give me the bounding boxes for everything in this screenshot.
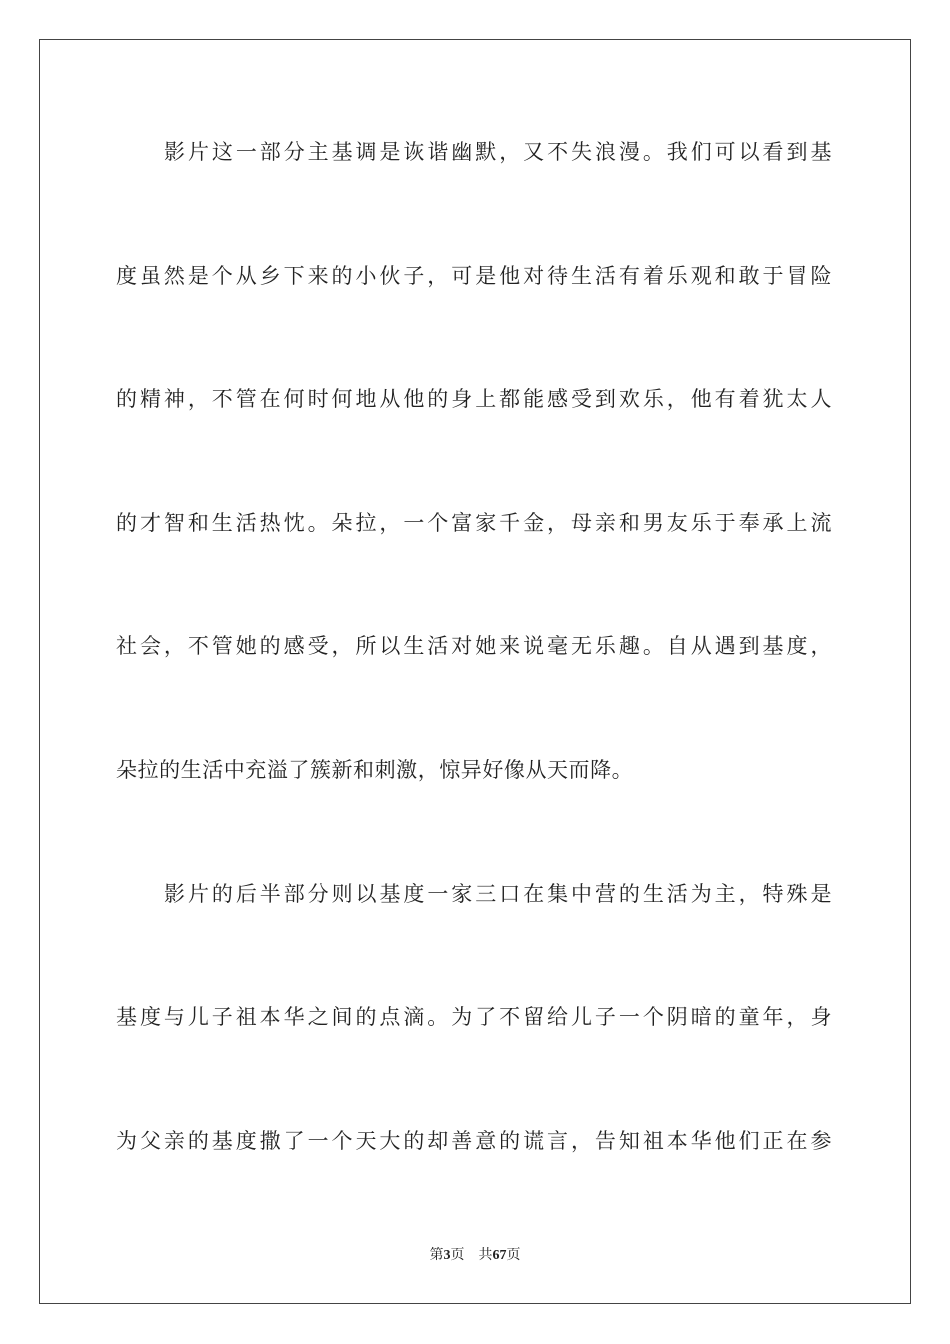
total-suffix: 页 [506,1248,521,1263]
total-prefix: 共 [478,1248,493,1263]
paragraph-2-line-3: 为父亲的基度撒了一个天大的却善意的谎言，告知祖本华他们正在参 [116,1129,832,1153]
page-footer [0,1246,950,1266]
paragraph-1-line-6: 朵拉的生活中充溢了簇新和刺激，惊异好像从天而降。 [116,758,634,782]
page-suffix: 页 [450,1248,465,1263]
total-pages: 67 [492,1248,507,1263]
paragraph-1-line-5: 社会，不管她的感受，所以生活对她来说毫无乐趣。自从遇到基度， [116,634,832,658]
paragraph-2-line-1: 影片的后半部分则以基度一家三口在集中营的生活为主，特殊是 [164,882,832,906]
page-number: 3 [443,1248,451,1263]
paragraph-1-line-1: 影片这一部分主基调是诙谐幽默，又不失浪漫。我们可以看到基 [164,140,832,164]
page-prefix: 第 [429,1248,444,1263]
paragraph-1-line-4: 的才智和生活热忱。朵拉，一个富家千金，母亲和男友乐于奉承上流 [116,511,832,535]
paragraph-2-line-2: 基度与儿子祖本华之间的点滴。为了不留给儿子一个阴暗的童年，身 [116,1005,832,1029]
paragraph-1-line-2: 度虽然是个从乡下来的小伙子，可是他对待生活有着乐观和敢于冒险 [116,264,832,288]
page-border [39,39,911,1304]
paragraph-1-line-3: 的精神，不管在何时何地从他的身上都能感受到欢乐，他有着犹太人 [116,387,832,411]
